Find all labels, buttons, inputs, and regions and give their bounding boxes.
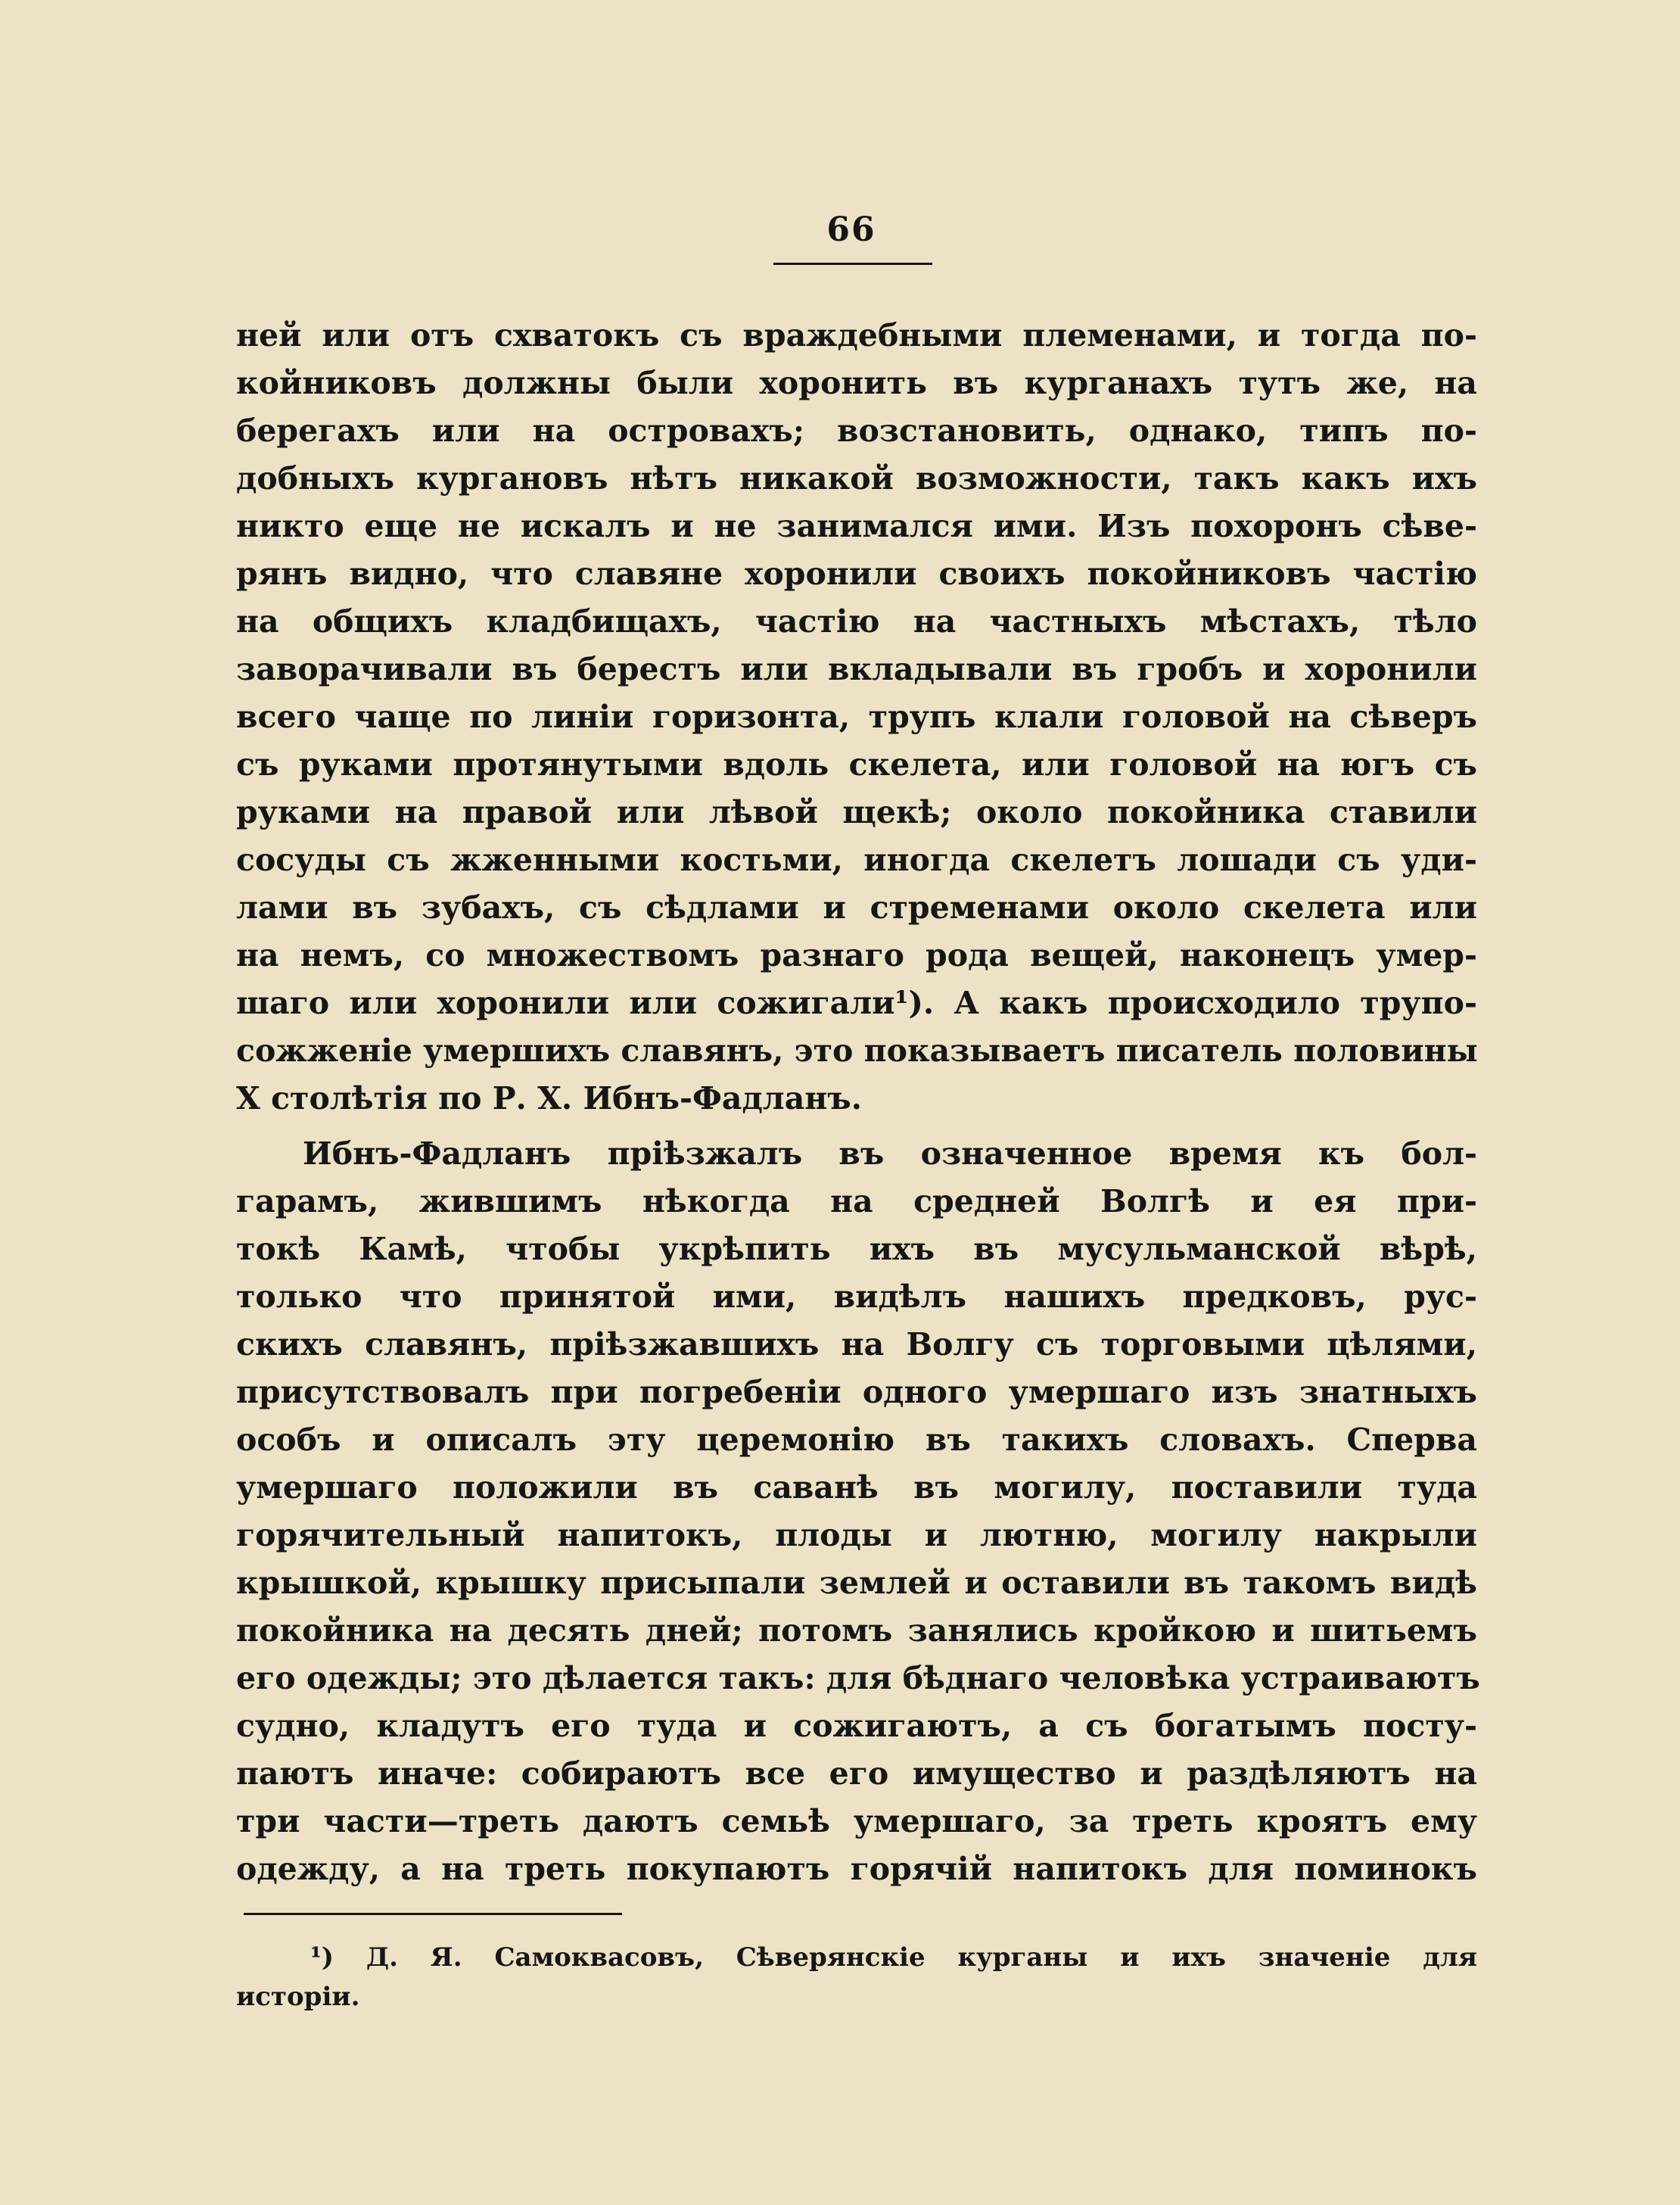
text-line: скихъ славянъ, пріѣзжавшихъ на Волгу съ торговыми цѣлями,	[236, 1326, 1477, 1363]
text-line: его одежды; это дѣлается такъ: для бѣднаго человѣка устраиваютъ	[236, 1660, 1480, 1696]
text-line: умершаго положили въ саванѣ въ могилу, поставили туда	[236, 1469, 1477, 1506]
text-line: крышкой, крышку присыпали землей и оставили въ такомъ видѣ	[236, 1565, 1477, 1601]
text-line: X столѣтія по Р. Х. Ибнъ-Фадланъ.	[236, 1080, 863, 1117]
text-line: лами въ зубахъ, съ сѣдлами и стременами около скелета или	[236, 889, 1477, 926]
text-line: сожженіе умершихъ славянъ, это показываетъ писатель половины	[236, 1032, 1478, 1069]
text-line: покойника на десять дней; потомъ занялись кройкою и шитьемъ	[236, 1612, 1477, 1649]
text-line: всего чаще по линіи горизонта, трупъ клали головой на сѣверъ	[236, 699, 1477, 735]
text-line: только что принятой ими, видѣлъ нашихъ предковъ, рус-	[236, 1278, 1477, 1315]
text-line: горячительный напитокъ, плоды и лютню, могилу накрыли	[236, 1517, 1477, 1553]
text-line: ней или отъ схватокъ съ враждебными племенами, и тогда по-	[236, 317, 1477, 353]
text-line: добныхъ кургановъ нѣтъ никакой возможности, такъ какъ ихъ	[236, 460, 1477, 497]
text-line: судно, кладутъ его туда и сожигаютъ, а съ богатымъ посту-	[236, 1708, 1477, 1744]
text-line: заворачивали въ берестъ или вкладывали въ гробъ и хоронили	[236, 651, 1477, 687]
text-line: паютъ иначе: собираютъ все его имущество и раздѣляютъ на	[236, 1755, 1477, 1792]
text-line: на немъ, со множествомъ разнаго рода вещей, наконецъ умер-	[236, 937, 1477, 973]
paragraph-1	[236, 312, 1477, 1123]
text-line: на общихъ кладбищахъ, частію на частныхъ мѣстахъ, тѣло	[236, 603, 1477, 640]
text-line: койниковъ должны были хоронить въ курганахъ тутъ же, на	[236, 365, 1477, 401]
paragraph-2	[236, 1130, 1480, 1893]
text-line: никто еще не искалъ и не занимался ими. Изъ похоронъ сѣве-	[236, 508, 1477, 544]
page-number-rule	[773, 263, 932, 265]
text-line: токѣ Камѣ, чтобы укрѣпить ихъ въ мусульманской вѣрѣ,	[236, 1231, 1477, 1267]
paragraph-gap	[236, 1123, 1477, 1130]
text-line: три части—треть даютъ семьѣ умершаго, за треть кроятъ ему	[236, 1803, 1477, 1839]
text-line: съ руками протянутыми вдоль скелета, или головой на югъ съ	[236, 746, 1477, 783]
text-line: одежду, а на треть покупаютъ горячій напитокъ для поминокъ	[236, 1851, 1477, 1887]
text-line: руками на правой или лѣвой щекѣ; около покойника ставили	[236, 794, 1477, 830]
footnote-line: исторіи.	[236, 1982, 360, 2012]
text-line: Ибнъ-Фадланъ пріѣзжалъ въ означенное время къ бол-	[303, 1135, 1477, 1172]
footnote-rule	[244, 1913, 622, 1915]
text-line: шаго или хоронили или сожигали¹). А какъ происходило трупо-	[236, 985, 1477, 1021]
text-line: особъ и описалъ эту церемонію въ такихъ словахъ. Сперва	[236, 1422, 1477, 1458]
text-line: присутствовалъ при погребеніи одного умершаго изъ знатныхъ	[236, 1374, 1477, 1410]
text-line: рянъ видно, что славяне хоронили своихъ покойниковъ частію	[236, 556, 1477, 592]
footnote	[236, 1938, 1477, 2017]
page-number: 66	[826, 210, 876, 249]
body-text	[236, 312, 1480, 1893]
footnote-line: ¹) Д. Я. Самоквасовъ, Сѣверянскіе курганы и ихъ значеніе для	[310, 1942, 1477, 1973]
text-line: берегахъ или на островахъ; возстановить, однако, типъ по-	[236, 413, 1477, 449]
text-line: сосуды съ жженными костьми, иногда скелетъ лошади съ уди-	[236, 842, 1477, 878]
text-line: гарамъ, жившимъ нѣкогда на средней Волгѣ и ея при-	[236, 1183, 1477, 1219]
